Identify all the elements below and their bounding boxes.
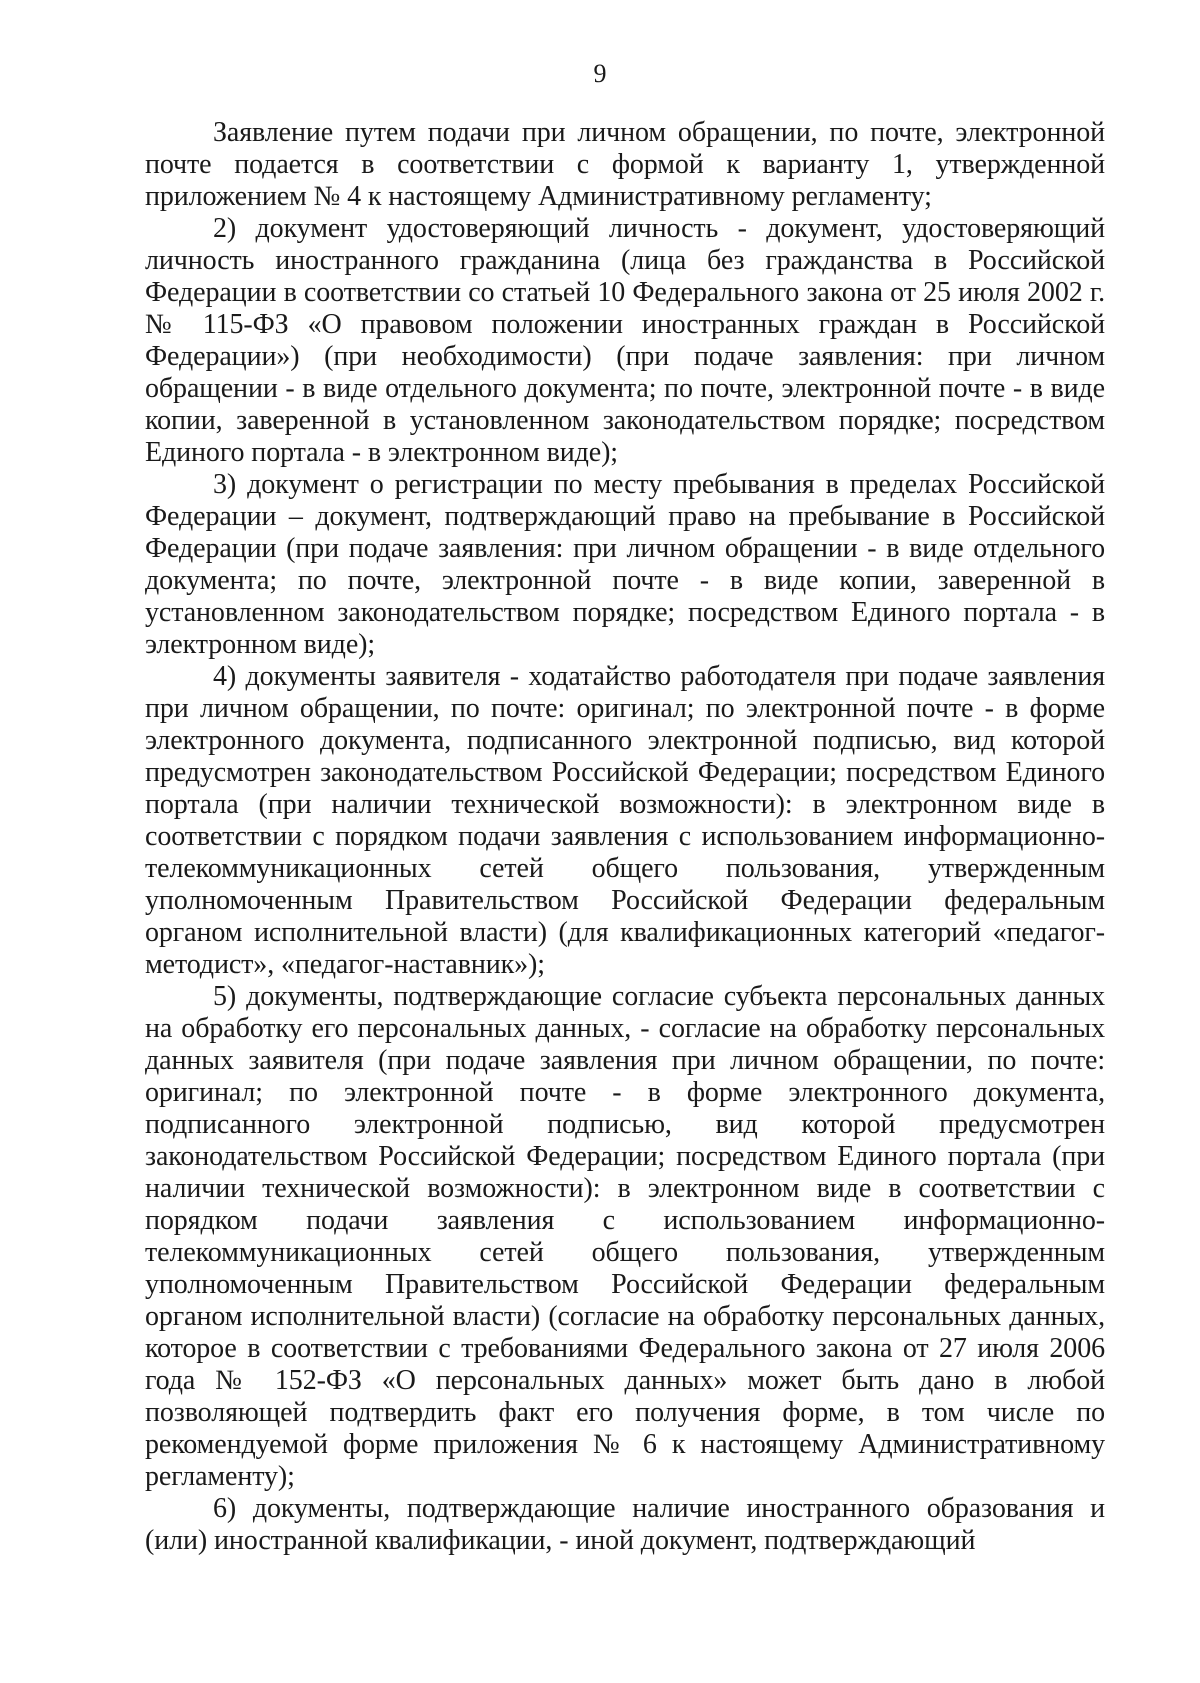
paragraph-personal-data-consent: 5) документы, подтверждающие согласие субъекта персональных данных на обработку его персональных данных, - согласие на обработку персональных данных заявителя (при подаче заявления при личном обращении, по почте: оригинал; по электронной почте - в форме электронного документа, подписанного электронной подписью, вид которой предусмотрен законодательством Российской Федерации; посредством Единого портала (при наличии технической возможности): в электронном виде в соответствии с порядком подачи заявления с использованием информационно-телекоммуникационных сетей общего пользования, утвержденным уполномоченным Правительством Российской Федерации федеральным органом исполнительной власти) (согласие на обработку персональных данных, которое в соответствии с требованиями Федерального закона от 27 июля 2006 года № 152-ФЗ «О персональных данных» может быть дано в любой позволяющей подтвердить факт его получения форме, в том числе по рекомендуемой форме приложения № 6 к настоящему Административному регламенту); (145, 981, 1105, 1492)
paragraph-foreign-education: 6) документы, подтверждающие наличие иностранного образования и (или) иностранной квалификации, - иной документ, подтверждающий (145, 1493, 1105, 1556)
paragraph-registration-document: 3) документ о регистрации по месту пребывания в пределах Российской Федерации – документ, подтверждающий право на пребывание в Российской Федерации (при подаче заявления: при личном обращении - в виде отдельного документа; по почте, электронной почте - в виде копии, заверенной в установленном законодательством порядке; посредством Единого портала - в электронном виде); (145, 469, 1105, 660)
page-number: 9 (593, 59, 607, 88)
paragraph-applicant-documents: 4) документы заявителя - ходатайство работодателя при подаче заявления при личном обращении, по почте: оригинал; по электронной почте - в форме электронного документа, подписанного электронной подписью, вид которой предусмотрен законодательством Российской Федерации; посредством Единого портала (при наличии технической возможности): в электронном виде в соответствии с порядком подачи заявления с использованием информационно-телекоммуникационных сетей общего пользования, утвержденным уполномоченным Правительством Российской Федерации федеральным органом исполнительной власти) (для квалификационных категорий «педагог-методист», «педагог-наставник»); (145, 661, 1105, 980)
paragraph-identity-document: 2) документ удостоверяющий личность - документ, удостоверяющий личность иностранного гражданина (лица без гражданства в Российской Федерации в соответствии со статьей 10 Федерального закона от 25 июля 2002 г. № 115-ФЗ «О правовом положении иностранных граждан в Российской Федерации») (при необходимости) (при подаче заявления: при личном обращении - в виде отдельного документа; по почте, электронной почте - в виде копии, заверенной в установленном законодательством порядке; посредством Единого портала - в электронном виде); (145, 213, 1105, 468)
document-body (145, 117, 1105, 1557)
paragraph-application-form: Заявление путем подачи при личном обращении, по почте, электронной почте подается в соответствии с формой к варианту 1, утвержденной приложением № 4 к настоящему Административному регламенту; (145, 117, 1105, 212)
